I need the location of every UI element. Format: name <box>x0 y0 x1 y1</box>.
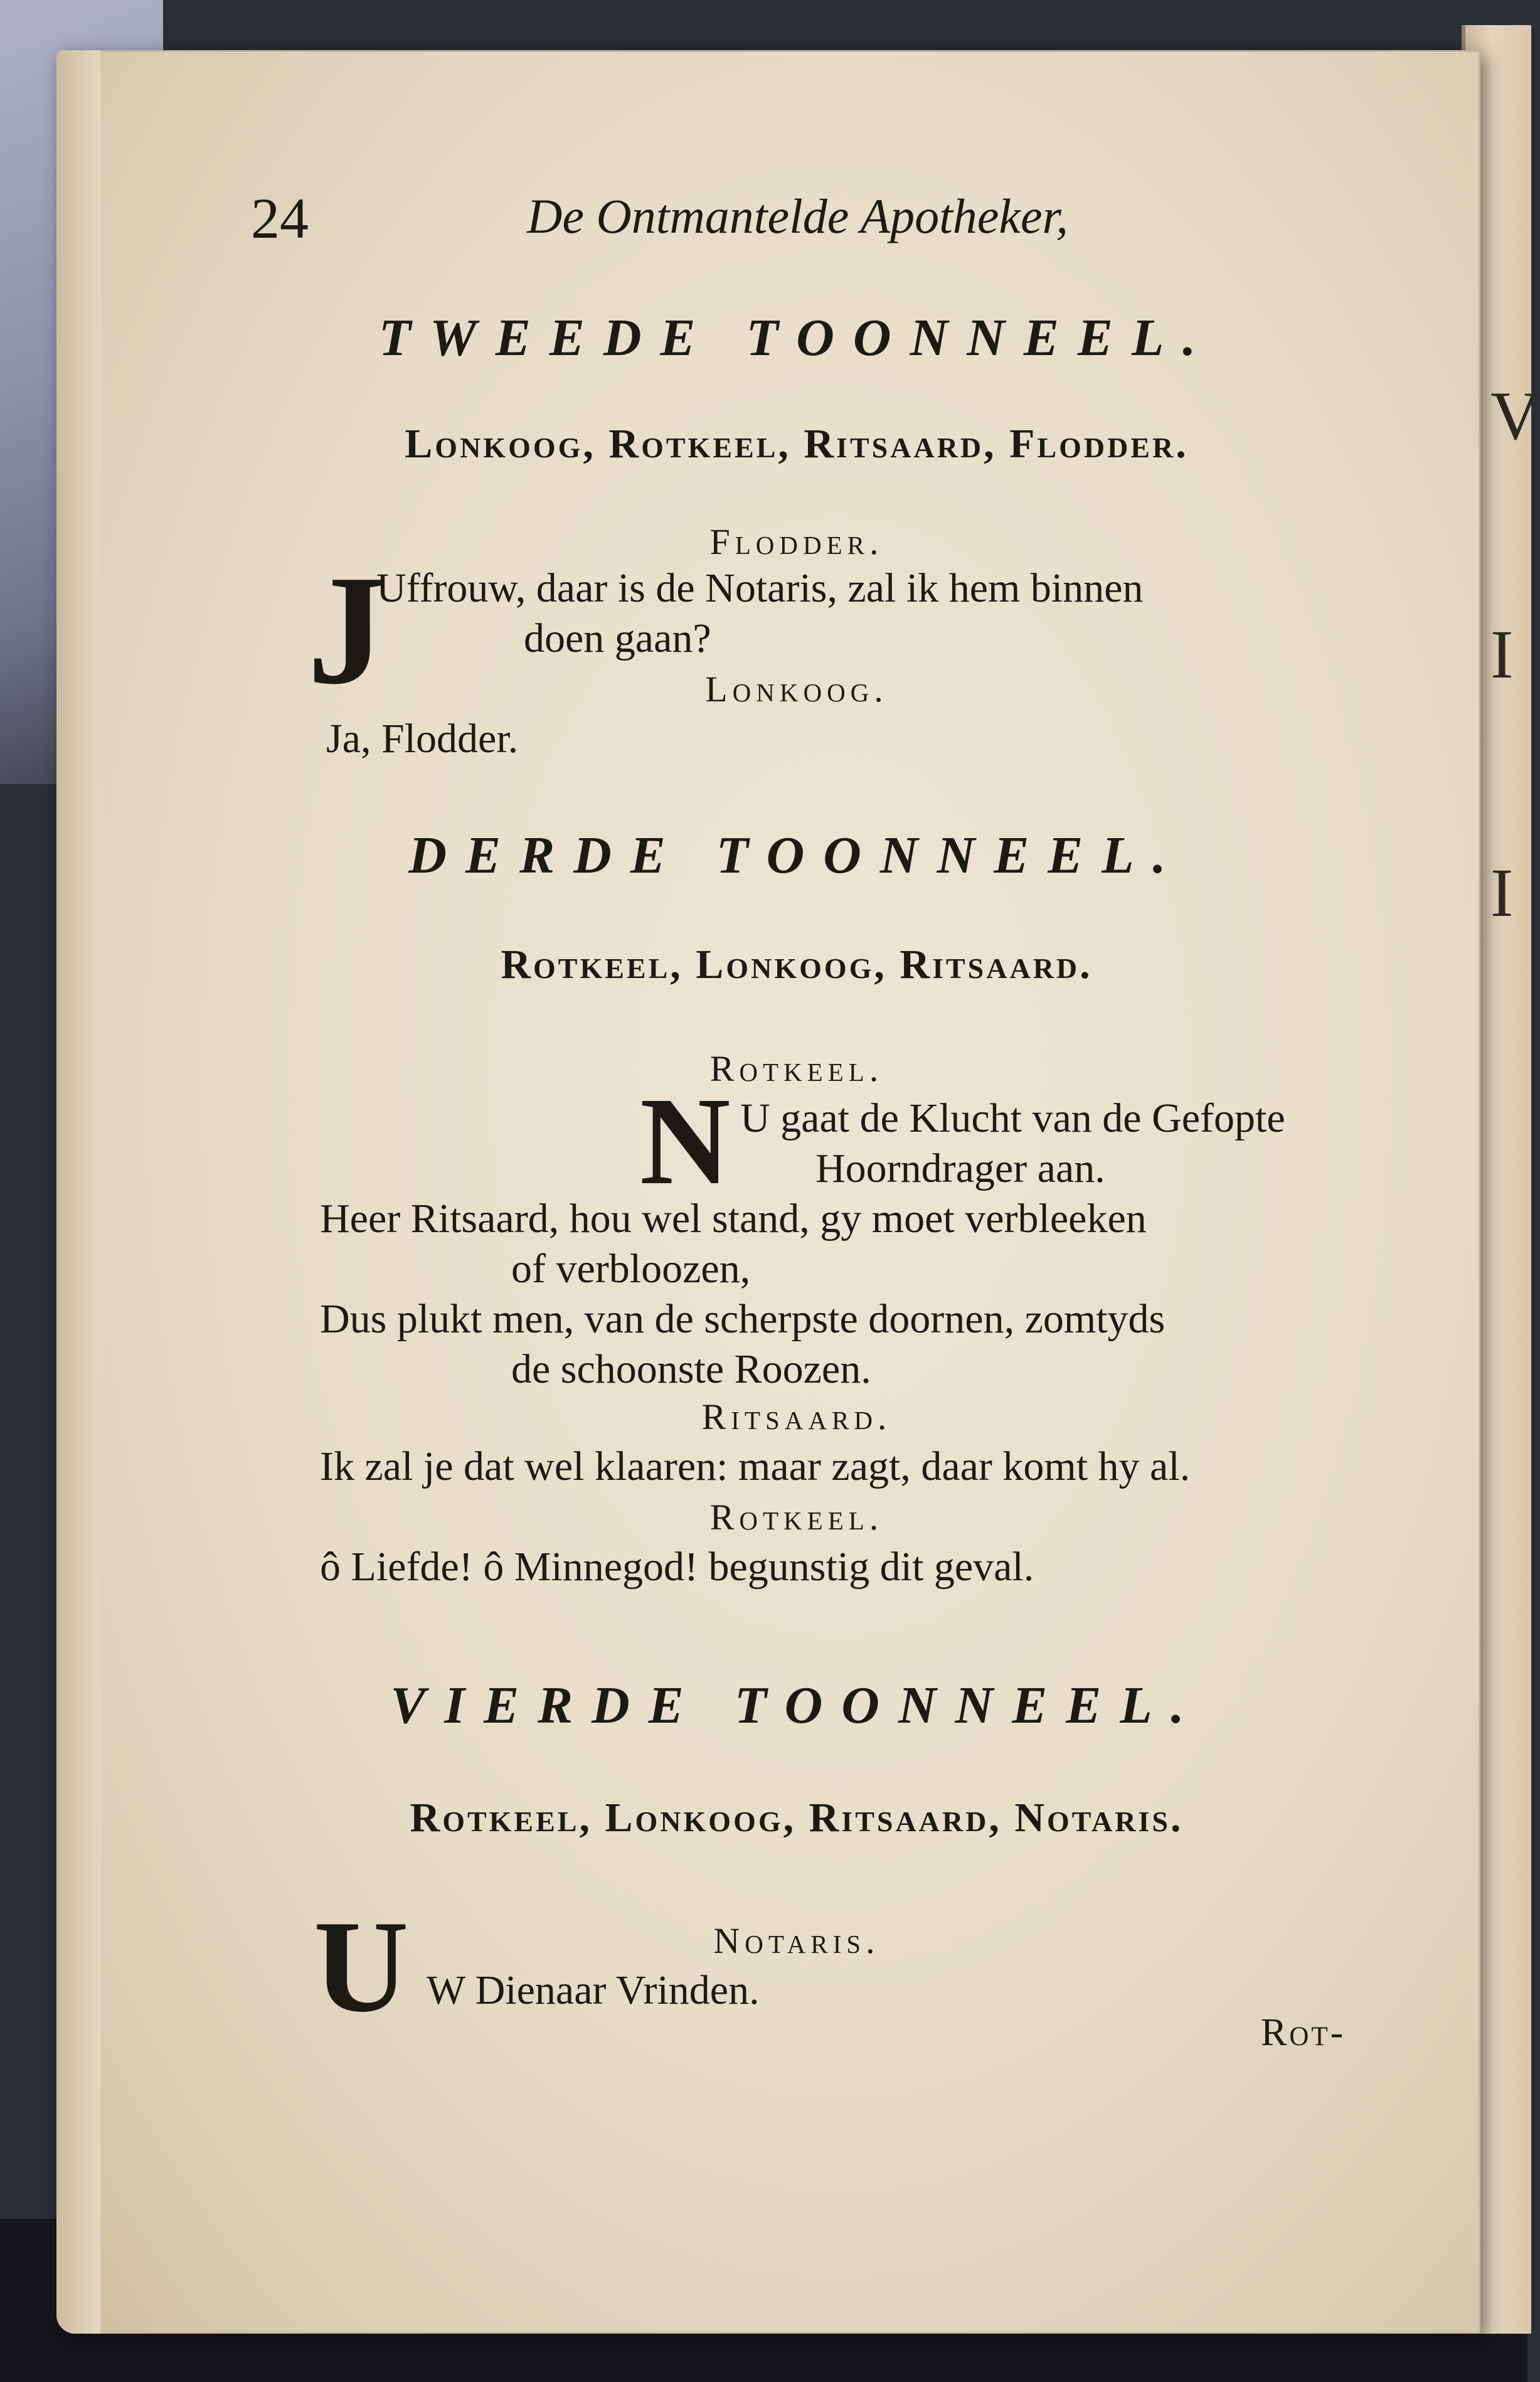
speech-line: Dus plukt men, van de scherpste doornen, zomtyds <box>320 1296 1166 1342</box>
running-head: De Ontmantelde Apotheker, <box>527 189 1068 243</box>
speech-line: U gaat de Klucht van de Gefopte <box>740 1095 1285 1141</box>
speech-line: de schoonste Roozen. <box>511 1346 871 1392</box>
speech-line: doen gaan? <box>524 615 711 661</box>
speech-line: of verbloozen, <box>511 1246 751 1292</box>
cast-list: Rotkeel, Lonkoog, Ritsaard. <box>501 942 1093 987</box>
next-page-fragment: I <box>1490 616 1514 693</box>
speaker-name: Lonkoog. <box>705 669 888 710</box>
speech-line: Heer Ritsaard, hou wel stand, gy moet verbleeken <box>320 1196 1147 1242</box>
scene-heading: TWEEDE TOONNEEL. <box>378 309 1215 367</box>
book-page <box>56 50 1480 2334</box>
next-page-fragment: I <box>1490 854 1514 931</box>
speaker-name: Rotkeel. <box>709 1497 884 1538</box>
speech-line: Hoorndrager aan. <box>815 1146 1105 1191</box>
next-page-fragment: V <box>1490 378 1540 454</box>
cast-list: Rotkeel, Lonkoog, Ritsaard, Notaris. <box>410 1795 1184 1841</box>
speaker-name: Flodder. <box>709 521 884 562</box>
drop-capital: J <box>307 543 386 717</box>
speaker-name: Notaris. <box>713 1920 880 1961</box>
scene-heading: VIERDE TOONNEEL. <box>390 1676 1203 1735</box>
cast-list: Lonkoog, Rotkeel, Ritsaard, Flodder. <box>405 421 1189 467</box>
speech-line: ô Liefde! ô Minnegod! begunstig dit geval. <box>320 1544 1034 1590</box>
scene-heading: DERDE TOONNEEL. <box>408 826 1185 885</box>
page-number: 24 <box>251 186 309 250</box>
speech-line: W Dienaar Vrinden. <box>427 1967 760 2013</box>
speech-line: Ik zal je dat wel klaaren: maar zagt, daar komt hy al. <box>320 1444 1191 1489</box>
drop-capital: N <box>640 1072 731 1211</box>
drop-capital: U <box>314 1894 409 2039</box>
catchword: Rot- <box>1261 2011 1346 2054</box>
speaker-name: Rotkeel. <box>709 1048 884 1089</box>
speech-line: Uffrouw, daar is de Notaris, zal ik hem binnen <box>376 565 1144 611</box>
speech-line: Ja, Flodder. <box>326 716 519 762</box>
speaker-name: Ritsaard. <box>701 1396 892 1437</box>
